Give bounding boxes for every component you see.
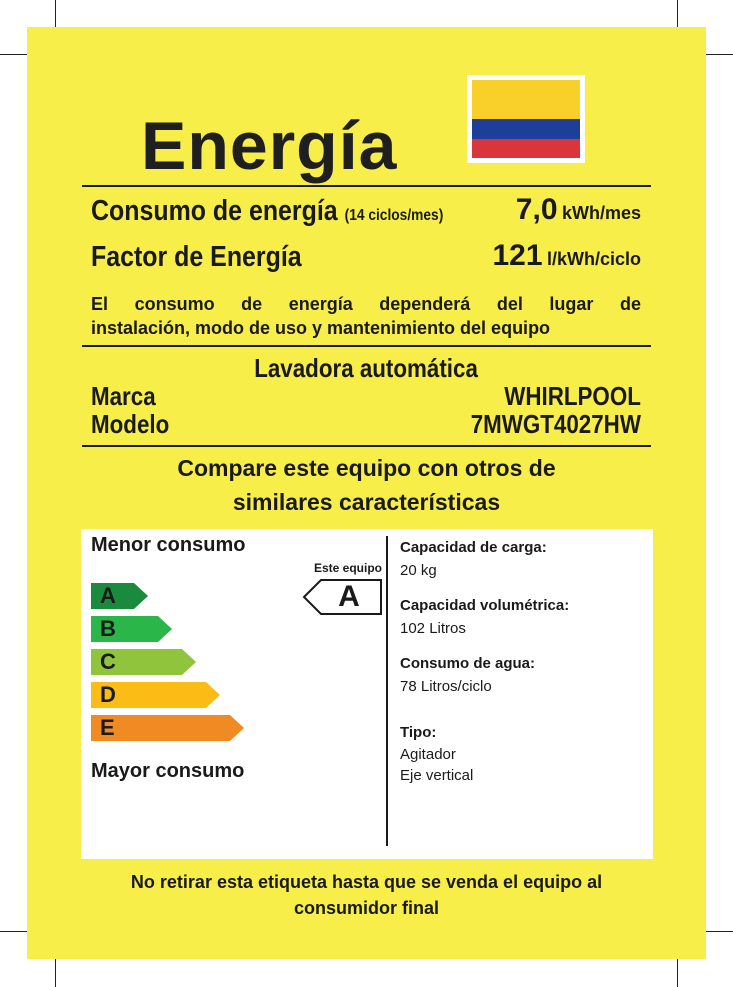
spec-title: Consumo de agua: <box>400 655 536 672</box>
consumption-qualifier: (14 ciclos/mes) <box>344 207 444 224</box>
class-letter-b: B <box>100 616 116 641</box>
divider <box>82 345 651 347</box>
spec-value: 20 kg <box>400 562 437 579</box>
energy-factor-value: 121 <box>492 239 543 272</box>
model-label: Modelo <box>91 409 170 439</box>
scale-top-label: Menor consumo <box>91 534 246 556</box>
label-title: Energía <box>141 108 398 184</box>
energy-factor-unit: l/kWh/ciclo <box>546 249 641 269</box>
spec-water-consumption <box>400 655 535 695</box>
brand-label: Marca <box>91 381 156 411</box>
consumption-unit: kWh/mes <box>561 203 641 223</box>
class-letter-c: C <box>100 649 116 674</box>
consumption-note <box>91 292 641 340</box>
this-equipment-label: Este equipo <box>314 561 383 575</box>
consumption-row <box>91 195 641 231</box>
spec-title: Capacidad volumétrica: <box>400 597 570 614</box>
divider <box>82 185 651 187</box>
spec-value: Agitador <box>400 746 456 763</box>
note-line-2: instalación, modo de uso y mantenimiento del equipo <box>91 318 551 338</box>
efficiency-panel <box>81 529 653 859</box>
spec-load-capacity <box>400 539 547 579</box>
model-row <box>91 409 641 439</box>
colombia-flag-icon <box>467 75 585 163</box>
panel-divider <box>386 536 388 846</box>
spec-value: 102 Litros <box>400 620 466 637</box>
brand-value: WHIRLPOOL <box>504 381 641 411</box>
footer-note <box>82 869 651 921</box>
brand-row <box>91 381 641 411</box>
energy-factor-label: Factor de Energía <box>91 241 302 273</box>
scale-bottom-label: Mayor consumo <box>91 760 245 782</box>
class-letter-d: D <box>100 682 116 707</box>
spec-value: Eje vertical <box>400 767 474 784</box>
compare-line-2: similares características <box>232 489 501 515</box>
model-value: 7MWGT4027HW <box>470 409 641 439</box>
energy-label <box>27 27 706 959</box>
spec-volume-capacity <box>400 597 569 637</box>
footer-line-1: No retirar esta etiqueta hasta que se venda el equipo al <box>130 872 603 892</box>
class-letter-a: A <box>100 583 116 608</box>
footer-line-2: consumidor final <box>293 898 439 918</box>
consumption-label: Consumo de energía <box>91 195 338 227</box>
note-line-1: El consumo de energía dependerá del lugar de <box>91 294 641 314</box>
spec-title: Tipo: <box>400 724 437 741</box>
product-type: Lavadora automática <box>254 353 479 383</box>
divider <box>82 445 651 447</box>
energy-factor-row <box>91 241 641 277</box>
compare-line-1: Compare este equipo con otros de <box>177 455 556 481</box>
spec-type <box>400 724 473 784</box>
spec-value: 78 Litros/ciclo <box>400 678 492 695</box>
consumption-value: 7,0 <box>515 193 558 226</box>
spec-title: Capacidad de carga: <box>400 539 547 556</box>
this-equipment-class: A <box>338 580 360 613</box>
compare-text <box>82 451 651 519</box>
class-letter-e: E <box>100 715 115 740</box>
